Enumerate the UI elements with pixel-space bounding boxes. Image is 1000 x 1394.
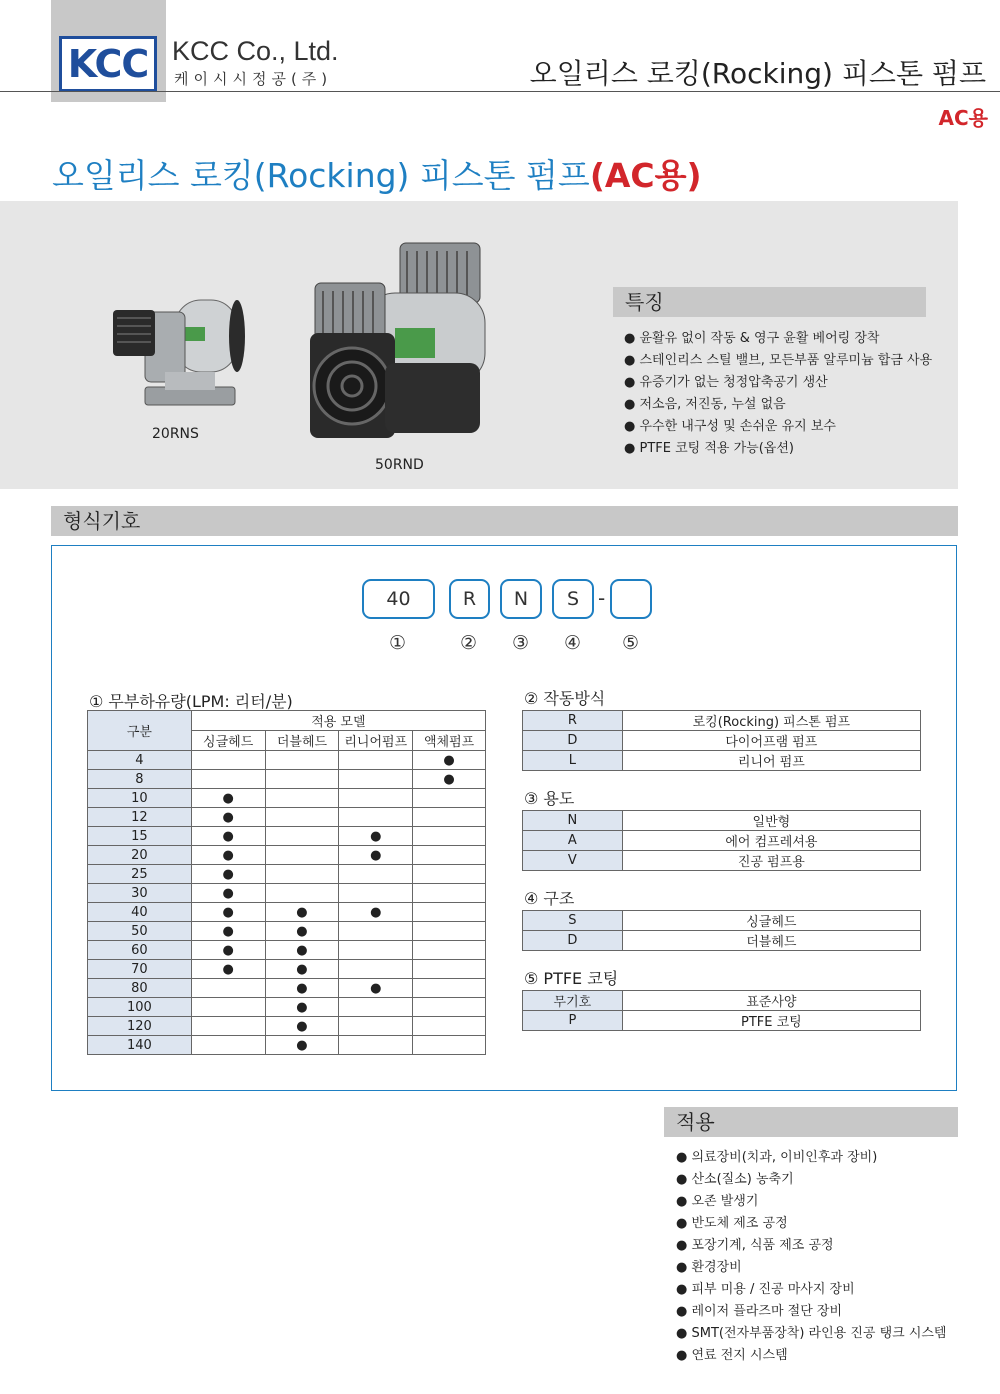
model-mark: ● [339,827,413,846]
table-row [88,1036,486,1055]
table-row [88,865,486,884]
flow-value: 4 [88,751,192,770]
model-mark [413,979,486,998]
flow-table [87,710,486,1055]
spec-code: N [523,811,623,831]
code-box-operation: R [449,579,490,619]
model-mark [191,1036,265,1055]
spec-desc: 진공 펌프용 [622,851,920,871]
flow-value: 80 [88,979,192,998]
spec-code: A [523,831,623,851]
spec-code: 무기호 [523,991,623,1011]
flow-value: 140 [88,1036,192,1055]
flow-value: 40 [88,903,192,922]
model-mark [413,1017,486,1036]
ac-tag: AC용 [938,106,988,130]
flow-value: 20 [88,846,192,865]
spec-desc: 표준사양 [622,991,920,1011]
model-mark: ● [265,998,339,1017]
application-item: ● 연료 전지 시스템 [676,1345,947,1367]
spec-desc: PTFE 코팅 [622,1011,920,1031]
table-row [523,851,921,871]
model-mark: ● [265,1036,339,1055]
flow-value: 12 [88,808,192,827]
model-mark: ● [339,846,413,865]
code-dash: - [598,586,606,610]
model-mark [413,941,486,960]
flow-value: 25 [88,865,192,884]
spec-code: D [523,731,623,751]
model-mark [191,751,265,770]
model-mark: ● [191,922,265,941]
table-row [523,911,921,931]
model-mark [191,1017,265,1036]
model-mark: ● [339,979,413,998]
model-mark [191,979,265,998]
model-mark: ● [191,960,265,979]
header-divider [0,91,1000,92]
model-mark: ● [191,941,265,960]
model-mark: ● [265,941,339,960]
model-mark: ● [265,922,339,941]
code-index: ③ [512,632,530,654]
table-row [523,751,921,771]
spec-code: R [523,711,623,731]
company-name-kr: 케이시시정공(주) [174,70,333,88]
spec-desc: 로킹(Rocking) 피스톤 펌프 [622,711,920,731]
model-mark [339,808,413,827]
page-title-suffix: (AC용) [589,156,702,195]
table-row [88,922,486,941]
table-row [523,931,921,951]
spec-desc: 더블헤드 [622,931,920,951]
model-mark [413,846,486,865]
model-mark: ● [191,903,265,922]
table-row [88,1017,486,1036]
model-mark [265,770,339,789]
model-mark [413,998,486,1017]
spec-table [522,810,921,871]
table-row [88,998,486,1017]
code-box-usage: N [500,579,542,619]
spec-code: V [523,851,623,871]
application-item: ● 포장기계, 식품 제조 공정 [676,1235,947,1257]
flow-col-header: 구분 [88,711,192,751]
spec-code: L [523,751,623,771]
model-mark [191,998,265,1017]
spec-table [522,990,921,1031]
application-item: ● 산소(질소) 농축기 [676,1169,947,1191]
table-row [523,831,921,851]
model-mark [339,998,413,1017]
model-mark [413,865,486,884]
application-item: ● 피부 미용 / 진공 마사지 장비 [676,1279,947,1301]
model-mark [339,865,413,884]
applications-list [676,1147,947,1367]
feature-item: ● 윤활유 없이 작동 & 영구 윤활 베어링 장착 [624,328,932,350]
table-row [88,827,486,846]
product-label: 50RND [375,457,424,473]
applications-heading: 적용 [664,1107,958,1137]
spec-table-title: ⑤ PTFE 코팅 [524,969,619,988]
flow-value: 50 [88,922,192,941]
model-mark [265,808,339,827]
model-mark: ● [191,884,265,903]
product-label: 20RNS [152,426,199,442]
spec-desc: 에어 컴프레셔용 [622,831,920,851]
model-mark: ● [191,827,265,846]
company-logo [59,36,157,92]
flow-value: 70 [88,960,192,979]
model-mark [413,827,486,846]
table-row [88,789,486,808]
model-mark [339,1036,413,1055]
model-mark [413,922,486,941]
model-mark [265,884,339,903]
table-row [88,884,486,903]
spec-desc: 리니어 펌프 [622,751,920,771]
feature-item: ● 저소음, 저진동, 누설 없음 [624,394,932,416]
table-row [523,811,921,831]
code-box-flow: 40 [362,579,435,619]
model-col-header: 더블헤드 [265,731,339,751]
code-index: ④ [564,632,582,654]
model-mark: ● [191,789,265,808]
pump-50rnd-image [305,233,490,453]
feature-item: ● 유증기가 없는 청정압축공기 생산 [624,372,932,394]
features-heading: 특징 [613,287,926,317]
spec-code: S [523,911,623,931]
pump-20rns-image [105,282,245,422]
feature-item: ● 우수한 내구성 및 손쉬운 유지 보수 [624,416,932,438]
flow-value: 8 [88,770,192,789]
model-mark [265,865,339,884]
features-list [624,328,932,460]
model-col-header: 싱글헤드 [191,731,265,751]
table-row [88,846,486,865]
company-name-en: KCC Co., Ltd. [172,36,339,66]
table-row [88,960,486,979]
model-mark: ● [413,770,486,789]
model-mark: ● [339,903,413,922]
table-row [88,941,486,960]
model-mark [339,751,413,770]
model-mark [191,770,265,789]
spec-table [522,910,921,951]
model-mark [339,770,413,789]
feature-item: ● 스테인리스 스틸 밸브, 모든부품 알루미늄 합금 사용 [624,350,932,372]
model-mark [265,789,339,808]
model-mark: ● [413,751,486,770]
application-item: ● 반도체 제조 공정 [676,1213,947,1235]
model-mark [339,922,413,941]
table-row [523,711,921,731]
table-row [523,991,921,1011]
header-title: 오일리스 로킹(Rocking) 피스톤 펌프 [529,57,986,90]
table-row [88,903,486,922]
application-item: ● SMT(전자부품장착) 라인용 진공 탱크 시스템 [676,1323,947,1345]
model-mark [413,884,486,903]
spec-desc: 다이어프램 펌프 [622,731,920,751]
flow-value: 10 [88,789,192,808]
code-index: ⑤ [622,632,640,654]
model-mark: ● [265,979,339,998]
table-row [88,979,486,998]
spec-table [522,710,921,771]
flow-value: 120 [88,1017,192,1036]
code-box-coating [610,579,652,619]
model-mark: ● [191,865,265,884]
model-mark [339,941,413,960]
model-mark [413,903,486,922]
model-mark: ● [191,808,265,827]
model-mark [265,751,339,770]
model-mark [265,846,339,865]
model-mark [413,808,486,827]
flow-table-title: ① 무부하유량(LPM: 리터/분) [89,692,293,711]
spec-desc: 싱글헤드 [622,911,920,931]
flow-value: 100 [88,998,192,1017]
model-code-heading: 형식기호 [51,506,958,536]
model-group-header: 적용 모델 [191,711,485,731]
spec-table-title: ③ 용도 [524,789,575,808]
model-mark: ● [265,903,339,922]
model-mark [413,789,486,808]
spec-table-title: ④ 구조 [524,889,575,908]
model-mark: ● [265,960,339,979]
model-mark [413,960,486,979]
model-mark [339,789,413,808]
model-mark: ● [191,846,265,865]
model-col-header: 액체펌프 [413,731,486,751]
model-mark [339,884,413,903]
application-item: ● 환경장비 [676,1257,947,1279]
spec-table-title: ② 작동방식 [524,689,606,708]
model-mark: ● [265,1017,339,1036]
table-row [88,751,486,770]
flow-value: 30 [88,884,192,903]
model-mark [265,827,339,846]
table-row [523,1011,921,1031]
spec-code: P [523,1011,623,1031]
spec-code: D [523,931,623,951]
code-box-structure: S [552,579,594,619]
flow-value: 15 [88,827,192,846]
application-item: ● 오존 발생기 [676,1191,947,1213]
page-title: 오일리스 로킹(Rocking) 피스톤 펌프(AC용) [52,156,702,195]
code-index: ② [460,632,478,654]
table-row [523,731,921,751]
logo-text: KCC [67,42,149,86]
code-index: ① [389,632,407,654]
model-col-header: 리니어펌프 [339,731,413,751]
model-mark [339,1017,413,1036]
table-row [88,770,486,789]
application-item: ● 의료장비(치과, 이비인후과 장비) [676,1147,947,1169]
application-item: ● 레이저 플라즈마 절단 장비 [676,1301,947,1323]
table-row [88,808,486,827]
flow-value: 60 [88,941,192,960]
spec-desc: 일반형 [622,811,920,831]
model-mark [339,960,413,979]
model-mark [413,1036,486,1055]
feature-item: ● PTFE 코팅 적용 가능(옵션) [624,438,932,460]
